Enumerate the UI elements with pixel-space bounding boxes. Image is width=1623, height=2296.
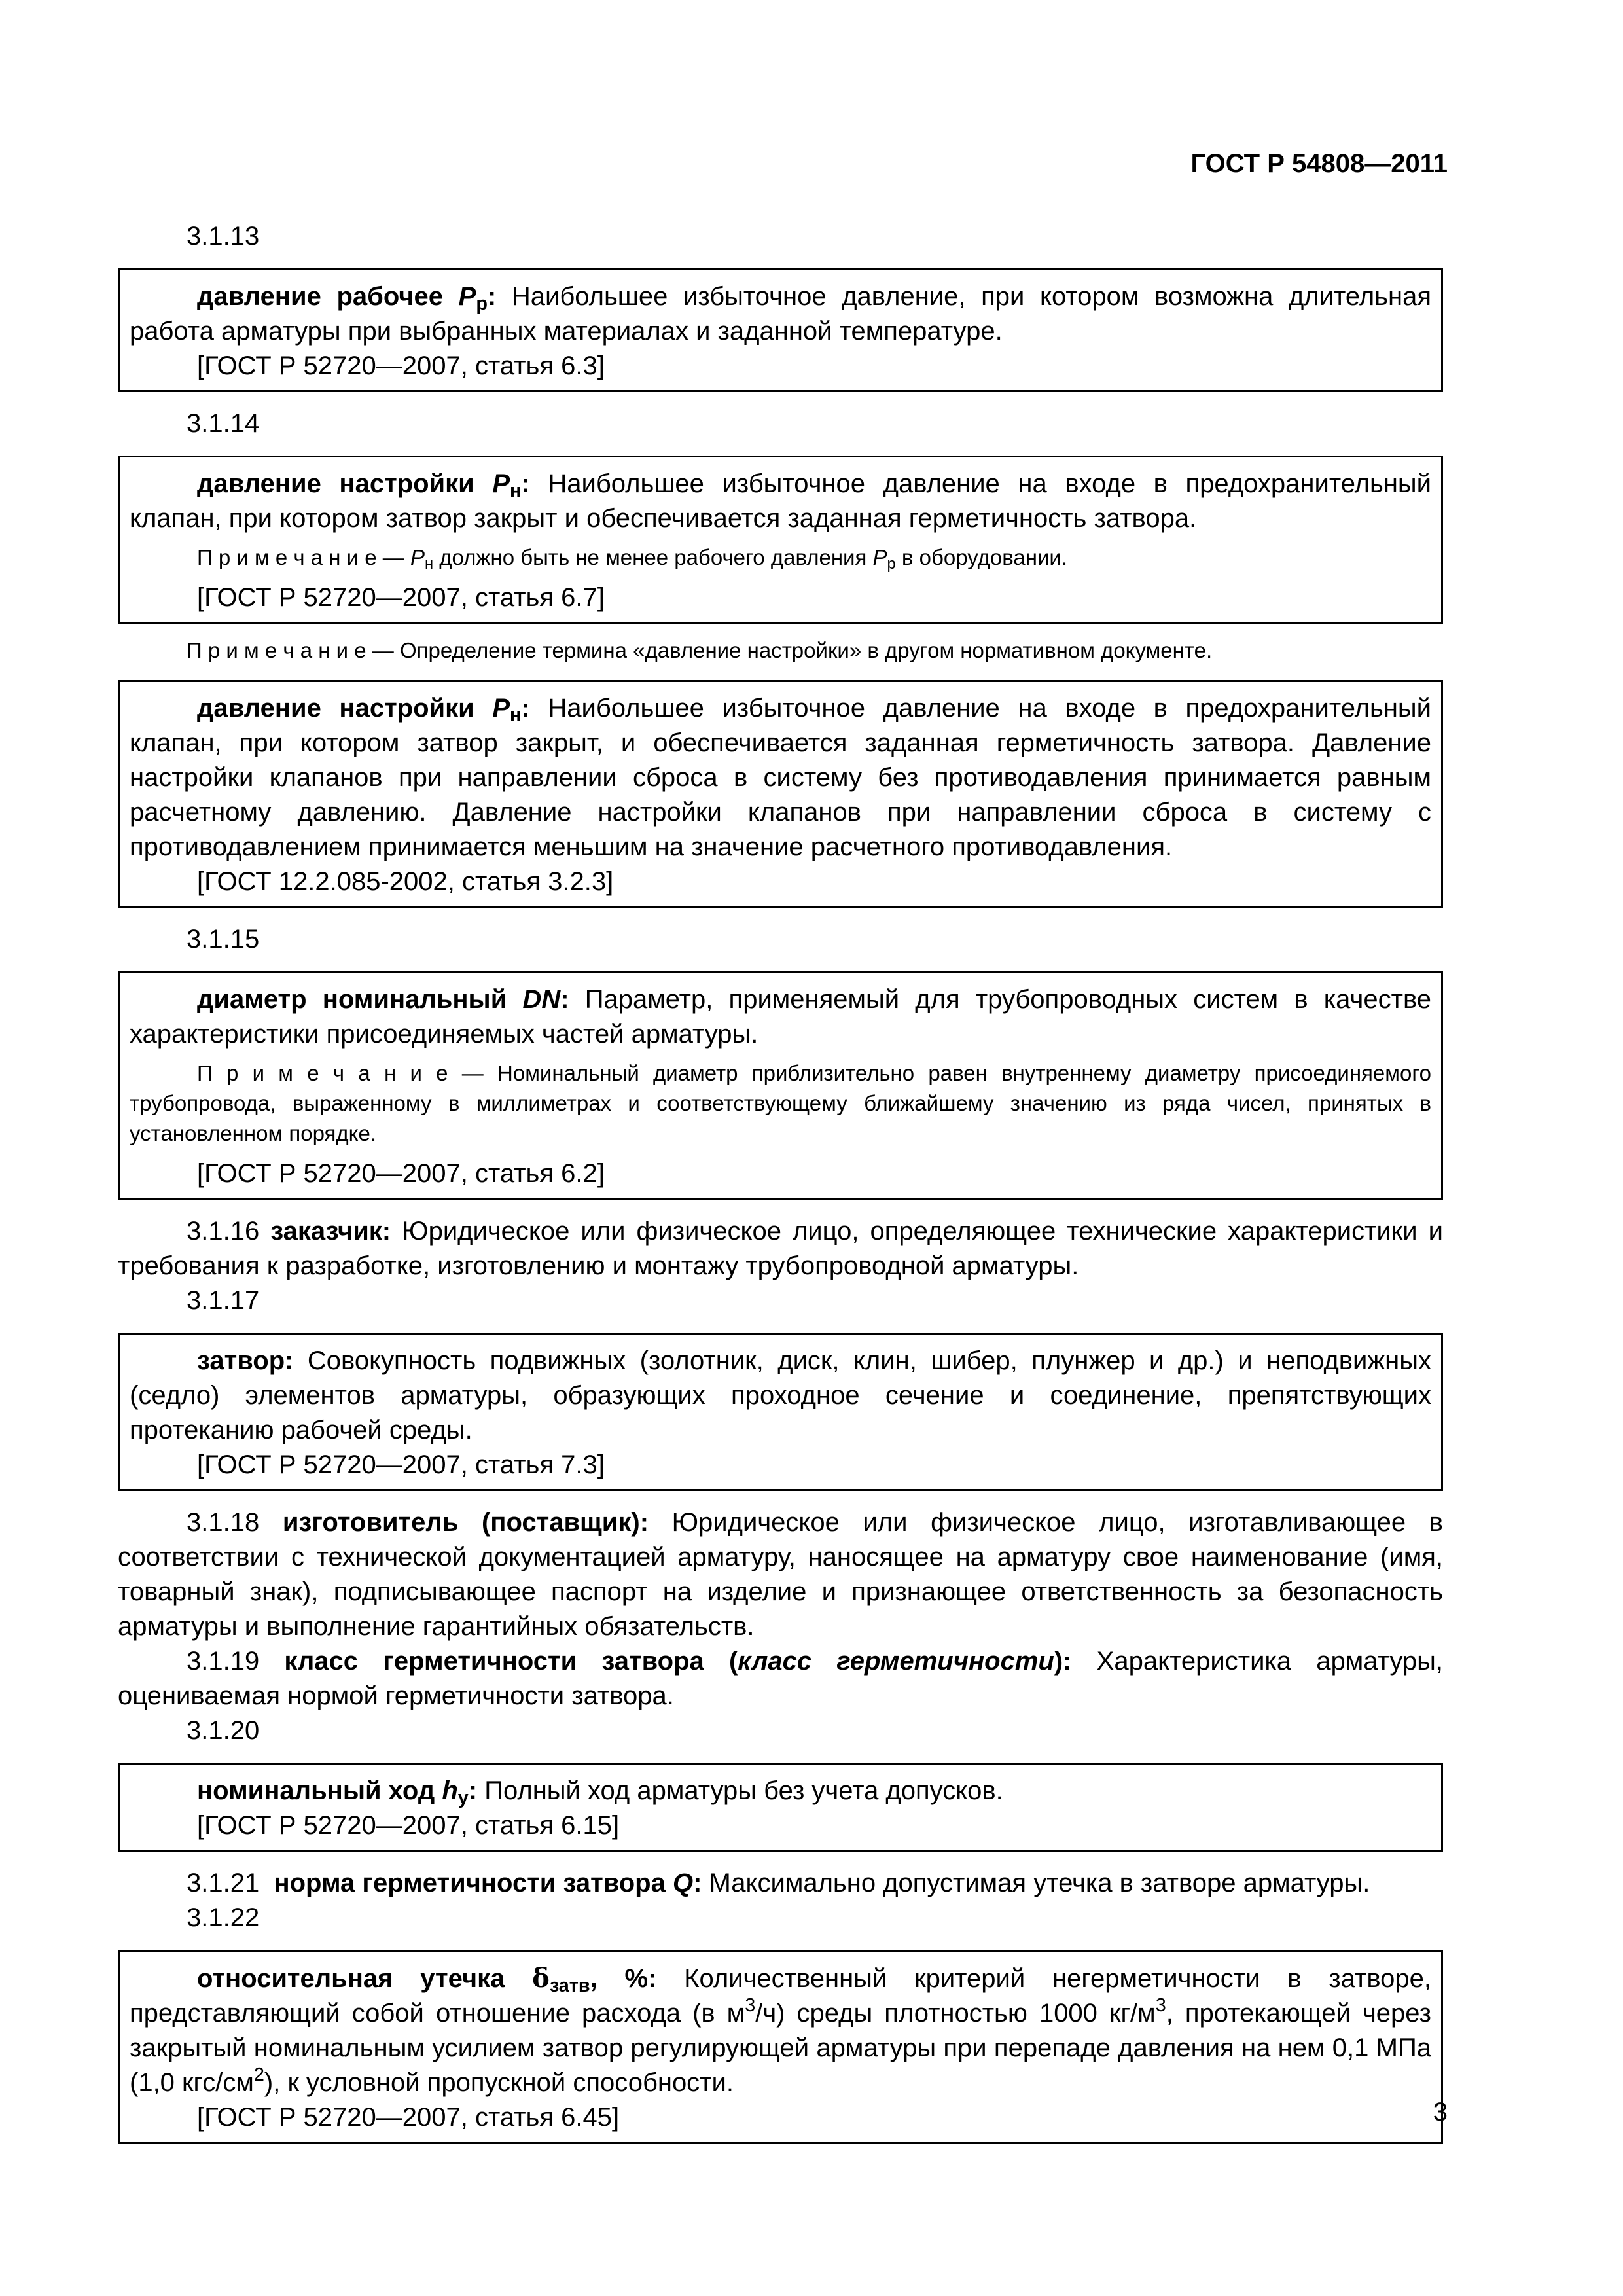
term-box-3-1-14-alt — [118, 680, 1443, 908]
note-subscript: р — [887, 554, 896, 573]
note-text: должно быть не менее рабочего давления — [433, 545, 873, 569]
term-name: относительная утечка — [197, 1964, 533, 1993]
definition-text: Параметр, применяемый для трубопроводных систем в качестве характеристики присоединяемых частей арматуры. — [130, 985, 1431, 1049]
definition-text: Максимально допустимая утечка в затворе арматуры. — [702, 1869, 1370, 1897]
superscript: 2 — [253, 2064, 264, 2086]
term-paragraph-3-1-19 — [118, 1644, 1443, 1713]
term-definition — [130, 279, 1431, 349]
note — [130, 1058, 1431, 1149]
term-paragraph-3-1-16 — [118, 1214, 1443, 1283]
superscript: 3 — [1155, 1995, 1166, 2017]
term-number: 3.1.21 — [187, 1869, 274, 1897]
term-colon: ): — [1054, 1647, 1072, 1676]
term-colon: : — [693, 1869, 702, 1897]
definition-text: Совокупность подвижных (золотник, диск, клин, шибер, плунжер и др.) и неподвижных (седло) элементов арматуры, образующих проходное сечение и соединение, препятствующих протеканию рабочей среды. — [130, 1346, 1431, 1444]
note — [118, 636, 1443, 666]
term-colon: : — [560, 985, 569, 1014]
term-colon: : — [521, 469, 530, 498]
definition-text: Характеристика арматуры, оцениваемая нормой герметичности затвора. — [118, 1647, 1443, 1710]
note-text: — Номинальный диаметр приблизительно равен внутреннему диаметру присоединяемого трубопровода, выраженному в миллиметрах и соответствующему ближайшему значению из ряда чисел, принятых в установленном порядке. — [130, 1061, 1431, 1145]
term-name: норма герметичности затвора — [274, 1869, 673, 1897]
term-symbol: δ — [532, 1963, 550, 1994]
term-definition — [130, 1961, 1431, 2100]
source-reference: [ГОСТ Р 52720—2007, статья 7.3] — [197, 1450, 605, 1479]
term-definition — [130, 982, 1431, 1052]
term-symbol: DN — [522, 985, 561, 1014]
term-subscript: р — [476, 293, 488, 315]
definition-text: ), к условной пропускной способности. — [264, 2068, 734, 2097]
source-reference: [ГОСТ Р 52720—2007, статья 6.45] — [197, 2103, 620, 2132]
definition-text: Наибольшее избыточное давление на входе в предохранительный клапан, при котором затвор закрыт и обеспечивается заданная герметичность затвора. — [130, 469, 1432, 533]
term-number: 3.1.15 — [187, 925, 260, 954]
note-label: П р и м е ч а н и е — [197, 545, 377, 569]
term-box-3-1-15 — [118, 971, 1443, 1200]
term-subscript: н — [510, 705, 522, 726]
term-colon: , %: — [590, 1964, 657, 1993]
note-subscript: н — [424, 554, 434, 573]
term-name: давление настройки — [197, 469, 493, 498]
term-box-3-1-22 — [118, 1950, 1443, 2144]
note — [130, 543, 1431, 573]
term-colon: : — [521, 694, 530, 723]
term-definition — [130, 1774, 1431, 1808]
term-number: 3.1.16 — [187, 1217, 271, 1246]
note-label: П р и м е ч а н и е — [197, 1061, 448, 1085]
source-reference: [ГОСТ Р 52720—2007, статья 6.15] — [197, 1811, 620, 1840]
term-name: давление рабочее — [197, 282, 459, 311]
term-name: давление настройки — [197, 694, 493, 723]
term-name: заказчик: — [270, 1217, 391, 1246]
term-name: номинальный ход — [197, 1776, 442, 1805]
definition-text: Полный ход арматуры без учета допусков. — [477, 1776, 1003, 1805]
document-body — [118, 219, 1443, 2158]
source-reference: [ГОСТ 12.2.085-2002, статья 3.2.3] — [197, 867, 614, 896]
term-definition — [130, 1344, 1431, 1448]
note-text: — — [376, 545, 410, 569]
note-text: в оборудовании. — [895, 545, 1068, 569]
term-symbol: P — [492, 694, 510, 723]
definition-text: Наибольшее избыточное давление, при котором возможна длительная работа арматуры при выбранных материалах и заданной температуре. — [130, 282, 1431, 346]
term-box-3-1-13 — [118, 268, 1443, 392]
term-colon: : — [468, 1776, 478, 1805]
term-symbol: P — [458, 282, 476, 311]
term-symbol: P — [492, 469, 510, 498]
term-paragraph-3-1-21 — [118, 1866, 1443, 1901]
term-name: диаметр номинальный — [197, 985, 523, 1014]
term-name: изготовитель (поставщик): — [282, 1508, 649, 1537]
term-number: 3.1.14 — [187, 409, 260, 438]
term-box-3-1-20 — [118, 1763, 1443, 1852]
term-number: 3.1.20 — [187, 1716, 260, 1745]
term-number: 3.1.22 — [187, 1903, 260, 1932]
term-definition — [130, 691, 1431, 865]
term-subscript: у — [457, 1787, 469, 1809]
superscript: 3 — [745, 1995, 756, 2017]
term-symbol: Q — [672, 1869, 694, 1897]
term-name: класс герметичности затвора ( — [284, 1647, 738, 1676]
note-text: — Определение термина «давление настройки» в другом нормативном документе. — [366, 638, 1213, 662]
term-symbol: h — [442, 1776, 458, 1805]
note-symbol: P — [410, 545, 425, 569]
definition-text: , протекающей через закрытый номинальным усилием затвор регулирующей арматуры при перепаде давления на нем 0,1 МПа (1,0 кгс/см — [130, 1999, 1432, 2097]
definition-text: Юридическое или физическое лицо, изготавливающее в соответствии с технической документацией арматуру, наносящее на арматуру свое наименование (имя, товарный знак), подписывающее паспорт на изделие и признающее ответственность за безопасность арматуры и выполнение гарантийных обязательств. — [118, 1508, 1443, 1641]
term-name: затвор: — [197, 1346, 294, 1375]
definition-text: Количественный критерий негерметичности в затворе, представляющий собой отношение расхода (в м — [130, 1964, 1431, 2028]
definition-text: Наибольшее избыточное давление на входе в предохранительный клапан, при котором затвор закрыт, и обеспечивается заданная герметичность затвора. Давление настройки клапанов при направлении сброса в систему без противодавления принимается равным расчетному давлению. Давление настройки клапанов при направлении сброса в систему с противодавлением принимается меньшим на значение расчетного противодавления. — [130, 694, 1432, 861]
note-label: П р и м е ч а н и е — [187, 638, 366, 662]
term-subscript: затв — [549, 1975, 590, 1997]
term-subscript: н — [510, 480, 522, 502]
term-synonym: класс герметичности — [738, 1647, 1054, 1676]
note-symbol: P — [872, 545, 887, 569]
page-number: 3 — [1433, 2098, 1448, 2126]
source-reference: [ГОСТ Р 52720—2007, статья 6.2] — [197, 1159, 605, 1188]
term-number: 3.1.18 — [187, 1508, 283, 1537]
term-number: 3.1.13 — [187, 222, 260, 251]
term-colon: : — [487, 282, 497, 311]
definition-text: /ч) среды плотностью 1000 кг/м — [755, 1999, 1156, 2028]
term-number: 3.1.17 — [187, 1286, 260, 1315]
source-reference: [ГОСТ Р 52720—2007, статья 6.3] — [197, 351, 605, 380]
term-box-3-1-14 — [118, 456, 1443, 624]
term-number: 3.1.19 — [187, 1647, 285, 1676]
term-box-3-1-17 — [118, 1333, 1443, 1491]
document-header: ГОСТ Р 54808—2011 — [1190, 149, 1448, 178]
definition-text: Юридическое или физическое лицо, определяющее технические характеристики и требования к разработке, изготовлению и монтажу трубопроводной арматуры. — [118, 1217, 1443, 1280]
source-reference: [ГОСТ Р 52720—2007, статья 6.7] — [197, 583, 605, 612]
term-paragraph-3-1-18 — [118, 1505, 1443, 1644]
term-definition — [130, 467, 1431, 536]
